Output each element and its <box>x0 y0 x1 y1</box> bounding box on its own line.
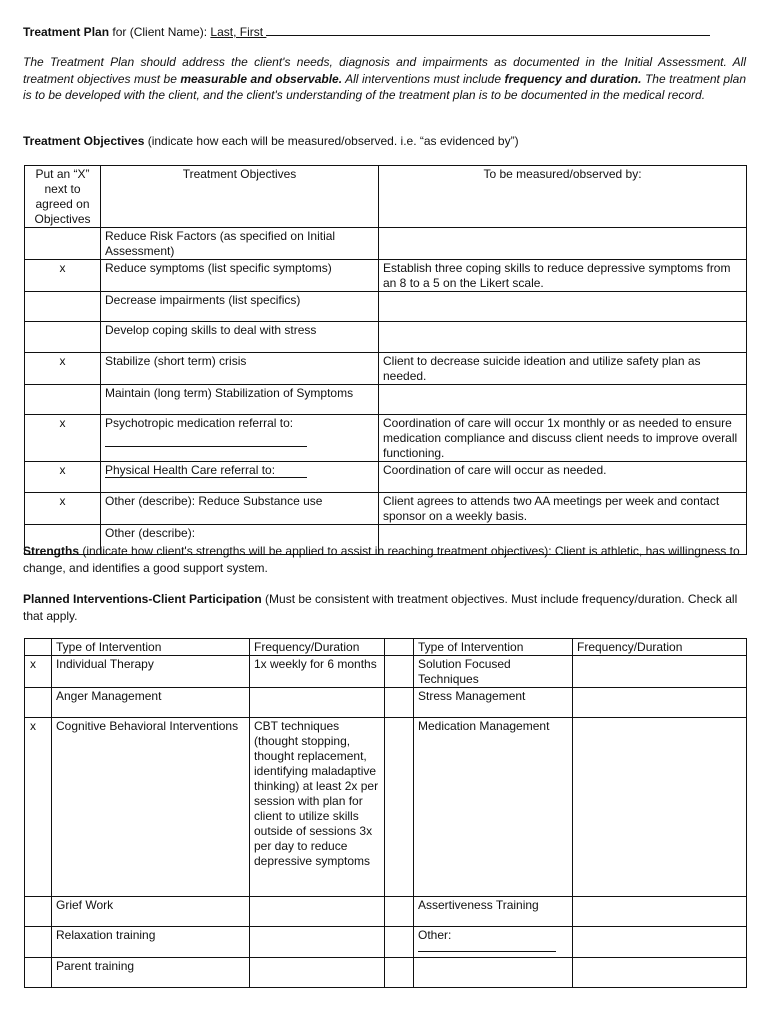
table-row <box>25 322 747 353</box>
intervention-mark-cell[interactable] <box>385 656 414 688</box>
intervention-frequency-cell[interactable] <box>250 958 385 988</box>
intervention-type-text: Other: <box>418 928 452 942</box>
mark-column-header: Put an “X” next to agreed on Objectives <box>25 166 101 228</box>
type-left-header: Type of Intervention <box>52 639 250 656</box>
measure-cell[interactable]: Establish three coping skills to reduce depressive symptoms from an 8 to a 5 on the Likert scale. <box>379 260 747 292</box>
measure-cell[interactable]: Coordination of care will occur 1x monthly or as needed to ensure medication compliance and discuss client needs to improve overall functioning. <box>379 415 747 462</box>
client-name-label: for (Client Name): <box>109 25 211 39</box>
measure-cell[interactable]: Client to decrease suicide ideation and utilize safety plan as needed. <box>379 353 747 385</box>
intervention-mark-cell[interactable]: x <box>25 656 52 688</box>
intervention-mark-cell[interactable] <box>25 688 52 718</box>
client-name-underline <box>266 24 710 36</box>
client-name-line <box>23 24 743 40</box>
intervention-mark-cell[interactable] <box>385 897 414 927</box>
table-row <box>25 462 747 493</box>
table-row <box>25 493 747 525</box>
intervention-frequency-cell[interactable] <box>573 656 747 688</box>
measure-cell[interactable] <box>379 292 747 322</box>
objectives-heading <box>23 134 743 149</box>
other-blank-line[interactable] <box>418 940 556 952</box>
objective-mark-cell[interactable]: x <box>25 353 101 385</box>
objective-cell: Reduce symptoms (list specific symptoms) <box>101 260 379 292</box>
intro-bold-1: measurable and observable. <box>180 71 343 86</box>
intervention-frequency-cell[interactable] <box>573 927 747 958</box>
measure-cell[interactable] <box>379 322 747 353</box>
intervention-type-cell <box>414 958 573 988</box>
treatment-plan-title: Treatment Plan <box>23 25 110 39</box>
intervention-frequency-cell[interactable] <box>250 927 385 958</box>
measure-cell[interactable] <box>379 228 747 260</box>
intervention-type-cell: Grief Work <box>52 897 250 927</box>
intervention-type-cell: Relaxation training <box>52 927 250 958</box>
intervention-frequency-cell[interactable] <box>250 897 385 927</box>
referral-blank-line[interactable] <box>105 435 307 447</box>
table-row <box>25 718 747 897</box>
client-name-value[interactable]: Last, First <box>210 25 267 39</box>
objective-column-header: Treatment Objectives <box>101 166 379 228</box>
intervention-type-cell <box>414 927 573 958</box>
intervention-mark-cell[interactable] <box>385 688 414 718</box>
interventions-heading-bold: Planned Interventions-Client Participation <box>23 592 262 606</box>
intervention-mark-cell[interactable] <box>25 958 52 988</box>
intro-text-2: All interventions must include <box>342 71 505 86</box>
objectives-header-row <box>25 166 747 228</box>
intervention-type-cell: Anger Management <box>52 688 250 718</box>
interventions-header-row <box>25 639 747 656</box>
table-row <box>25 688 747 718</box>
intervention-type-cell: Cognitive Behavioral Interventions <box>52 718 250 897</box>
strengths-label: Strengths <box>23 544 80 558</box>
objective-text: Physical Health Care referral to: <box>105 463 276 477</box>
intervention-mark-cell[interactable] <box>385 958 414 988</box>
interventions-heading <box>23 591 748 624</box>
objective-cell: Stabilize (short term) crisis <box>101 353 379 385</box>
mark-left-header <box>25 639 52 656</box>
intervention-type-cell: Stress Management <box>414 688 573 718</box>
intervention-type-cell: Solution Focused Techniques <box>414 656 573 688</box>
strengths-paragraph <box>23 543 748 576</box>
table-row <box>25 415 747 462</box>
intervention-frequency-cell[interactable]: 1x weekly for 6 months <box>250 656 385 688</box>
objective-mark-cell[interactable] <box>25 322 101 353</box>
objective-mark-cell[interactable] <box>25 292 101 322</box>
objective-mark-cell[interactable] <box>25 385 101 415</box>
objective-cell: Other (describe): <box>101 525 379 555</box>
table-row <box>25 385 747 415</box>
objective-cell: Decrease impairments (list specifics) <box>101 292 379 322</box>
intervention-type-cell: Parent training <box>52 958 250 988</box>
objective-cell: Develop coping skills to deal with stress <box>101 322 379 353</box>
interventions-heading-note: (Must be consistent with treatment objectives. Must include frequency/duration. Check all that apply. <box>23 592 738 623</box>
measure-cell[interactable]: Client agrees to attends two AA meetings per week and contact sponsor on a weekly basis. <box>379 493 747 525</box>
table-row <box>25 228 747 260</box>
strengths-text: (indicate how client's strengths will be applied to assist in reaching treatment objectives): Client is athletic, has willingness to change, and identifies a good support system. <box>23 544 740 575</box>
table-row <box>25 353 747 385</box>
referral-blank-line[interactable] <box>105 466 307 478</box>
objective-cell <box>101 415 379 462</box>
table-row <box>25 897 747 927</box>
objective-cell: Maintain (long term) Stabilization of Symptoms <box>101 385 379 415</box>
intervention-frequency-cell[interactable] <box>250 688 385 718</box>
intervention-frequency-cell[interactable] <box>573 958 747 988</box>
intro-bold-2: frequency and duration. <box>504 71 642 86</box>
table-row <box>25 927 747 958</box>
freq-right-header: Frequency/Duration <box>573 639 747 656</box>
table-row <box>25 656 747 688</box>
mark-right-header <box>385 639 414 656</box>
intervention-mark-cell[interactable] <box>385 718 414 897</box>
instructions-paragraph <box>23 54 746 104</box>
objective-mark-cell[interactable] <box>25 228 101 260</box>
intervention-frequency-cell[interactable] <box>573 688 747 718</box>
objectives-table <box>24 165 747 555</box>
intervention-mark-cell[interactable] <box>25 927 52 958</box>
table-row <box>25 292 747 322</box>
objective-mark-cell[interactable]: x <box>25 493 101 525</box>
objectives-heading-bold: Treatment Objectives <box>23 134 145 148</box>
measure-cell[interactable] <box>379 385 747 415</box>
freq-left-header: Frequency/Duration <box>250 639 385 656</box>
table-row <box>25 958 747 988</box>
interventions-table <box>24 638 747 988</box>
intervention-mark-cell[interactable]: x <box>25 718 52 897</box>
objective-cell <box>101 462 379 493</box>
objectives-heading-note: (indicate how each will be measured/observed. i.e. “as evidenced by”) <box>144 134 519 148</box>
intervention-type-cell: Individual Therapy <box>52 656 250 688</box>
intervention-frequency-cell[interactable] <box>573 718 747 897</box>
intro-text-1: The Treatment Plan should address the client's needs, diagnosis and impairments as documented in the Initial Assessment. All treatment objectives must be <box>23 55 746 86</box>
type-right-header: Type of Intervention <box>414 639 573 656</box>
intervention-frequency-cell[interactable]: CBT techniques (thought stopping, thought replacement, identifying maladaptive thinking) at least 2x per session with plan for client to utilize skills outside of sessions 3x per day to reduce depressive symptoms <box>250 718 385 897</box>
table-row <box>25 260 747 292</box>
objective-cell: Other (describe): Reduce Substance use <box>101 493 379 525</box>
objective-text: Psychotropic medication referral to: <box>105 416 294 430</box>
intervention-frequency-cell[interactable] <box>573 897 747 927</box>
measure-column-header: To be measured/observed by: <box>379 166 747 228</box>
objective-cell: Reduce Risk Factors (as specified on Initial Assessment) <box>101 228 379 260</box>
intervention-type-cell: Medication Management <box>414 718 573 897</box>
intervention-mark-cell[interactable] <box>385 927 414 958</box>
objective-mark-cell[interactable]: x <box>25 260 101 292</box>
objective-mark-cell[interactable]: x <box>25 462 101 493</box>
intro-text-3: The treatment plan is to be developed with the client, and the client's understanding of the treatment plan is to be documented in the medical record. <box>23 71 747 102</box>
intervention-mark-cell[interactable] <box>25 897 52 927</box>
objective-mark-cell[interactable]: x <box>25 415 101 462</box>
intervention-type-cell: Assertiveness Training <box>414 897 573 927</box>
measure-cell[interactable]: Coordination of care will occur as needed. <box>379 462 747 493</box>
